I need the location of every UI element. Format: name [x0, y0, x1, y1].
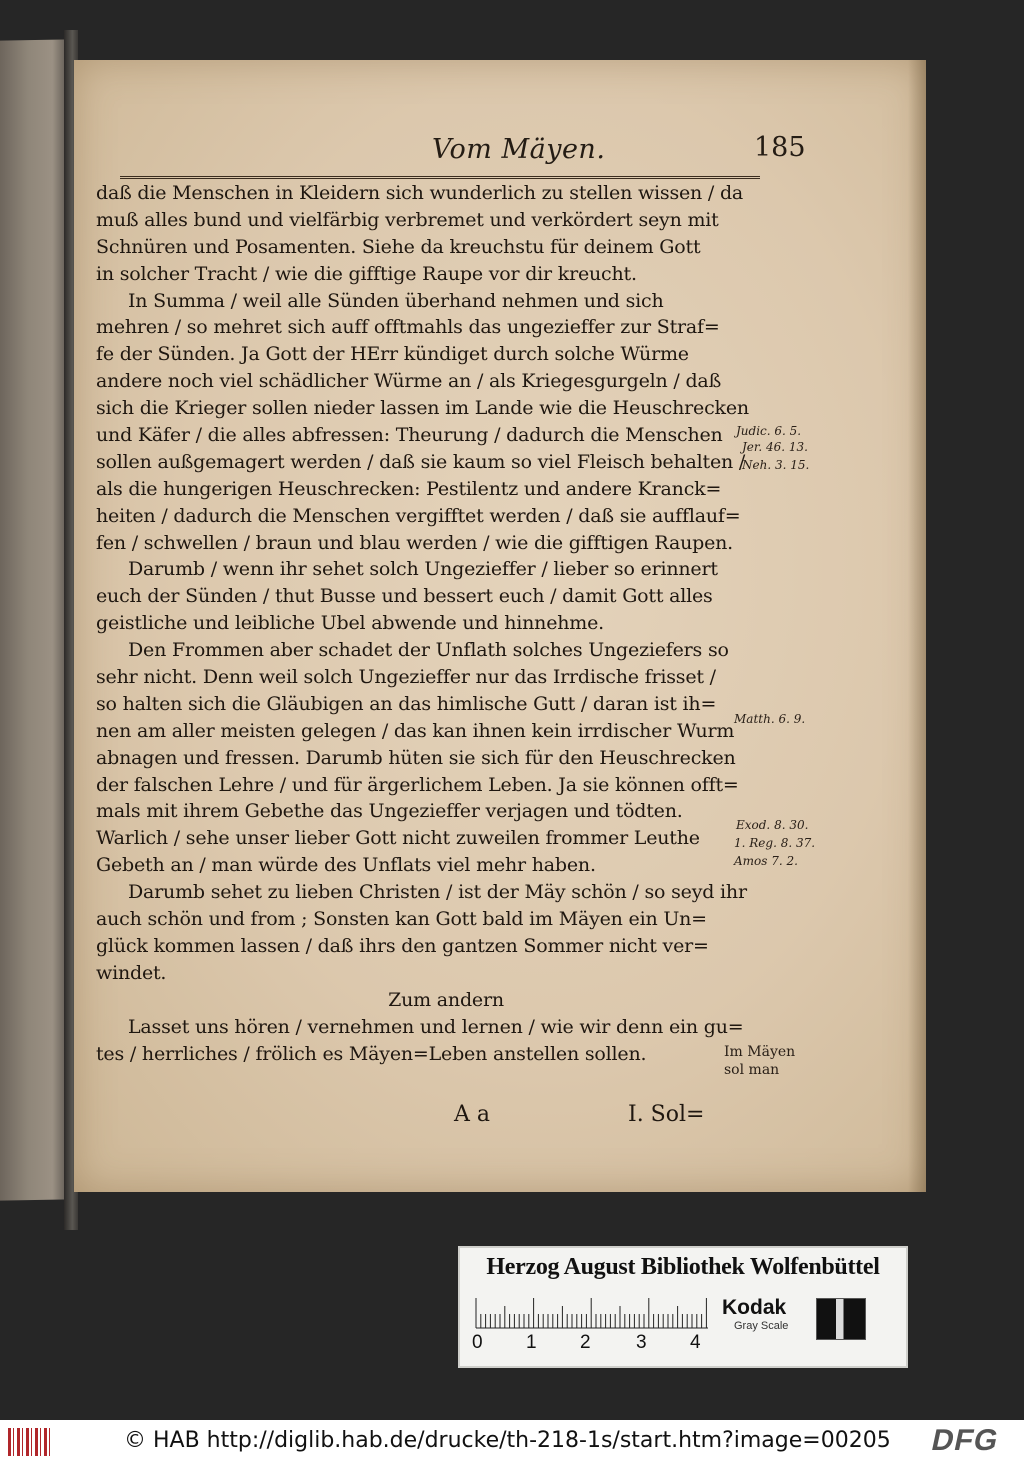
text-line: Darumb sehet zu lieben Christen / ist der Mäy schön / so seyd ihr: [128, 881, 747, 904]
text-line: fen / schwellen / braun und blau werden / wie die gifftigen Raupen.: [96, 531, 733, 554]
text-line: sich die Krieger sollen nieder lassen im Lande wie die Heuschrecken: [96, 397, 749, 420]
text-line: so halten sich die Gläubigen an das himlische Gutt / daran ist ih=: [96, 692, 717, 715]
kodak-gray-scale: Gray Scale: [734, 1320, 789, 1332]
text-line: in solcher Tracht / wie die gifftige Raupe vor dir kreucht.: [96, 262, 637, 285]
signature-mark: A a: [454, 1102, 490, 1127]
section-heading: Zum andern: [388, 988, 504, 1011]
text-line: sollen außgemagert werden / daß sie kaum so viel Fleisch behalten /: [96, 450, 746, 473]
ruler-label-1: 1: [526, 1332, 537, 1353]
book-page: [74, 60, 926, 1192]
header-rule: [120, 176, 760, 179]
text-line: abnagen und fressen. Darumb hüten sie sich für den Heuschrecken: [96, 746, 736, 769]
text-line: Warlich / sehe unser lieber Gott nicht zuweilen frommer Leuthe: [96, 827, 700, 850]
body-text: [96, 180, 756, 1067]
text-line: mehren / so mehret sich auff offtmahls das ungezieffer zur Straf=: [96, 316, 720, 339]
ruler-scale: [472, 1298, 712, 1330]
dfg-logo: DFG: [928, 1424, 1002, 1457]
margin-note-reg: 1. Reg. 8. 37.: [734, 836, 816, 850]
catchword: I. Sol=: [628, 1102, 705, 1127]
text-line: andere noch viel schädlicher Würme an / als Kriegesgurgeln / daß: [96, 370, 722, 393]
ruler-label-3: 3: [636, 1332, 647, 1353]
page-header: [114, 134, 874, 184]
text-line: Darumb / wenn ihr sehet solch Ungezieffer / lieber so erinnert: [128, 558, 718, 581]
text-line: muß alles bund und vielfärbig verbremet und verkördert seyn mit: [96, 208, 719, 231]
page-number: 185: [754, 132, 806, 163]
text-line: glück kommen lassen / daß ihrs den gantzen Sommer nicht ver=: [96, 934, 709, 957]
text-line: fe der Sünden. Ja Gott der HErr kündiget durch solche Würme: [96, 343, 689, 366]
text-line: auch schön und from ; Sonsten kan Gott bald im Mäyen ein Un=: [96, 908, 707, 931]
margin-note-amos: Amos 7. 2.: [734, 854, 798, 868]
margin-note-sol-man: sol man: [724, 1062, 780, 1078]
library-name: Herzog August Bibliothek Wolfenbüttel: [486, 1254, 880, 1280]
text-line: Lasset uns hören / vernehmen und lernen / wie wir denn ein gu=: [128, 1015, 744, 1038]
text-line: geistliche und leibliche Ubel abwende und hinnehme.: [96, 612, 604, 635]
margin-note-jer: Jer. 46. 13.: [742, 440, 808, 454]
text-line: In Summa / weil alle Sünden überhand nehmen und sich: [128, 289, 664, 312]
previous-page-edge: [0, 39, 70, 1200]
text-line: mals mit ihrem Gebethe das Ungezieffer verjagen und tödten.: [96, 800, 683, 823]
text-line: Gebeth an / man würde des Unflats viel mehr haben.: [96, 854, 596, 877]
text-line: als die hungerigen Heuschrecken: Pestilentz und andere Kranck=: [96, 477, 722, 500]
footer-url[interactable]: © HAB http://diglib.hab.de/drucke/th-218-1s/start.htm?image=00205: [124, 1428, 891, 1453]
text-line: tes / herrliches / frölich es Mäyen=Leben anstellen sollen.: [96, 1042, 647, 1065]
ruler-label-4: 4: [690, 1332, 701, 1353]
text-line: und Käfer / die alles abfressen: Theurung / dadurch die Menschen: [96, 424, 723, 447]
ruler-label-2: 2: [580, 1332, 591, 1353]
margin-note-judic: Judic. 6. 5.: [736, 424, 802, 438]
scale-card: [458, 1246, 908, 1368]
text-line: der falschen Lehre / und für ärgerlichem Leben. Ja sie können offt=: [96, 773, 739, 796]
text-line: Schnüren und Posamenten. Siehe da kreuchstu für deinem Gott: [96, 235, 701, 258]
gray-scale-patch: [816, 1298, 866, 1340]
text-line: Den Frommen aber schadet der Unflath solches Ungeziefers so: [128, 639, 729, 662]
margin-note-im-mayen: Im Mäyen: [724, 1044, 796, 1060]
kodak-brand: Kodak: [722, 1296, 787, 1319]
text-line: daß die Menschen in Kleidern sich wunderlich zu stellen wissen / da: [96, 182, 744, 204]
text-line: nen am aller meisten gelegen / das kan ihnen kein irrdischer Wurm: [96, 719, 735, 742]
footer-bar: [0, 1420, 1024, 1463]
text-line: heiten / dadurch die Menschen vergifftet werden / daß sie aufflauf=: [96, 504, 741, 527]
text-line: windet.: [96, 961, 167, 984]
catchword-row: [454, 1102, 784, 1132]
text-line: sehr nicht. Denn weil solch Ungezieffer nur das Irrdische frisset /: [96, 666, 716, 689]
running-head: Vom Mäyen.: [432, 134, 606, 165]
barcode-icon: [8, 1428, 50, 1456]
margin-note-exod: Exod. 8. 30.: [736, 818, 809, 832]
margin-note-matth: Matth. 6. 9.: [734, 712, 806, 726]
text-line: euch der Sünden / thut Busse und bessert euch / damit Gott alles: [96, 585, 713, 608]
ruler-label-0: 0: [472, 1332, 483, 1353]
margin-note-neh: Neh. 3. 15.: [742, 458, 810, 472]
